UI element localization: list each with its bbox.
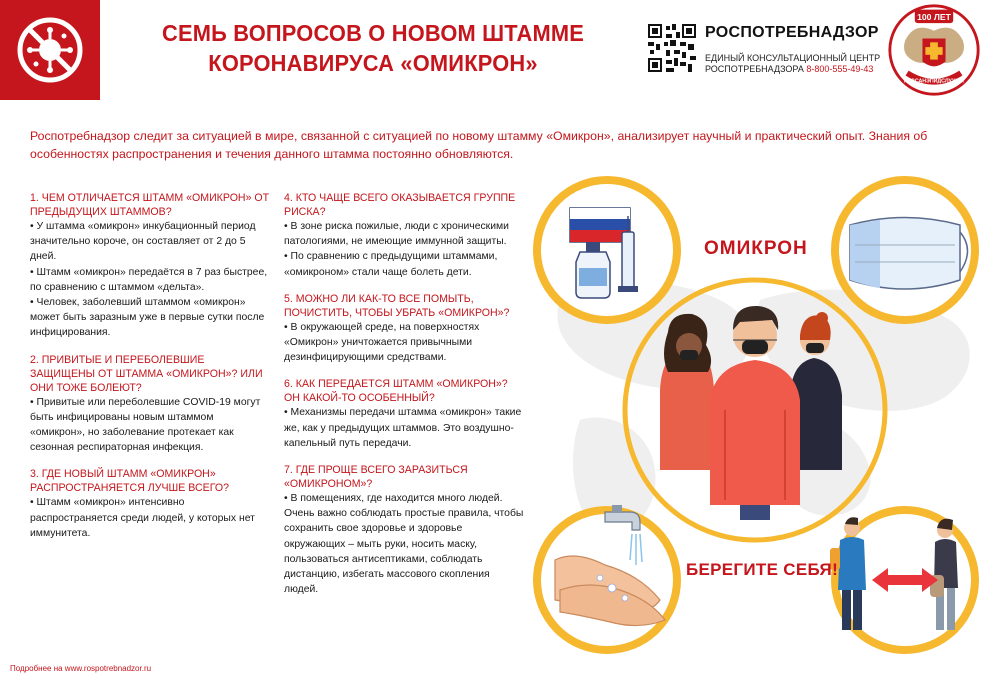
title-line-2: КОРОНАВИРУСА «ОМИКРОН» (208, 50, 538, 76)
people-illustration (660, 306, 842, 520)
question-point: • Механизмы передачи штамма «омикрон» такие же, как у предыдущих штаммов. Это воздушно-капельный путь передачи. (284, 405, 524, 451)
question-5 (284, 292, 524, 366)
no-virus-icon (0, 0, 100, 100)
questions-column-left (30, 191, 270, 553)
question-title: 5. МОЖНО ЛИ КАК-ТО ВСЕ ПОМЫТЬ, ПОЧИСТИТЬ, ЧТОБЫ УБРАТЬ «ОМИКРОН»? (284, 292, 510, 319)
org-sub-line-1: ЕДИНЫЙ КОНСУЛЬТАЦИОННЫЙ ЦЕНТР (705, 53, 881, 63)
question-title: 6. КАК ПЕРЕДАЕТСЯ ШТАММ «ОМИКРОН»? ОН КАКОЙ-ТО ОСОБЕННЫЙ? (284, 378, 508, 405)
question-3 (30, 467, 270, 541)
question-6 (284, 377, 524, 451)
question-7 (284, 463, 524, 597)
qr-code-icon[interactable] (648, 24, 696, 72)
footer-link[interactable]: Подробнее на www.rospotrebnadzor.ru (10, 664, 152, 673)
question-4 (284, 191, 524, 280)
question-title: 7. ГДЕ ПРОЩЕ ВСЕГО ЗАРАЗИТЬСЯ «ОМИКРОНОМ»? (284, 464, 468, 491)
question-point: • В окружающей среде, на поверхностях «Омикрон» уничтожается привычными дезинфицирующими средствами. (284, 320, 524, 366)
title-line-1: СЕМЬ ВОПРОСОВ О НОВОМ ШТАММЕ (162, 20, 584, 46)
mask-icon (835, 180, 975, 320)
question-point: • Привитые или переболевшие COVID-19 могут быть инфицированы новым штаммом «омикрон», но заболевание протекает как сезонная респираторная инфекция. (30, 395, 270, 456)
hotline-phone[interactable]: 8-800-555-49-43 (806, 64, 874, 74)
question-point: • Штамм «омикрон» передаётся в 7 раз быстрее, по сравнению с штаммом «дельта». (30, 265, 270, 295)
org-subtitle (705, 53, 880, 75)
vaccine-icon (537, 180, 677, 320)
take-care-label: БЕРЕГИТЕ СЕБЯ! (686, 560, 839, 579)
omicron-label: ОМИКРОН (704, 238, 808, 259)
question-point: • Штамм «омикрон» интенсивно распространяется среди людей, у которых нет иммунитета. (30, 495, 270, 541)
question-point: • Человек, заболевший штаммом «омикрон» может быть заразным уже в первые сутки после инфицирования. (30, 295, 270, 341)
question-2 (30, 353, 270, 456)
intro-text: Роспотребнадзор следит за ситуацией в мире, связанной с ситуацией по новому штамму «Омикрон», анализирует научный и практический опыт. Знания об особенностях распространения и течения данного штамма постоянно обновляются. (30, 129, 928, 161)
question-title: 3. ГДЕ НОВЫЙ ШТАММ «ОМИКРОН» РАСПРОСТРАНЯЕТСЯ ЛУЧШЕ ВСЕГО? (30, 468, 229, 495)
emblem-top-text: 100 ЛЕТ (917, 11, 951, 22)
question-point: • В зоне риска пожилые, люди с хроническими патологиями, не имеющие иммунной защиты. (284, 219, 524, 249)
questions-column-middle (284, 191, 524, 609)
question-title: 2. ПРИВИТЫЕ И ПЕРЕБОЛЕВШИЕ ЗАЩИЩЕНЫ ОТ ШТАММА «ОМИКРОН»? ИЛИ ОНИ ТОЖЕ БОЛЕЮТ? (30, 353, 263, 394)
org-sub-line-2: РОСПОТРЕБНАДЗОРА (705, 64, 804, 74)
question-title: 1. ЧЕМ ОТЛИЧАЕТСЯ ШТАММ «ОМИКРОН» ОТ ПРЕДЫДУЩИХ ШТАММОВ? (30, 192, 270, 218)
question-point: • По сравнению с предыдущими штаммами, «омикроном» стали чаще болеть дети. (284, 249, 524, 279)
emblem-bottom-text: ГОССАНЭПИДСЛУЖБА (904, 78, 964, 85)
distancing-icon (830, 510, 975, 650)
page-title (131, 18, 616, 78)
handwash-icon (537, 505, 677, 650)
question-1 (30, 191, 270, 341)
question-title: 4. КТО ЧАЩЕ ВСЕГО ОКАЗЫВАЕТСЯ ГРУППЕ РИСКА? (284, 192, 516, 218)
question-point: • В помещениях, где находится много людей. Очень важно соблюдать простые правила, чтобы сохранить свое здоровье и здоровье окружающих – мыть руки, носить маску, пользоваться антисептиками, соблюдать дистанцию, избегать массового скопления людей. (284, 491, 524, 597)
question-point: • У штамма «омикрон» инкубационный период значительно короче, он составляет от 2 до 5 дней. (30, 219, 270, 265)
org-name: РОСПОТРЕБНАДЗОР (705, 24, 879, 41)
no-virus-logo (0, 0, 100, 100)
emblem-icon (886, 2, 982, 98)
